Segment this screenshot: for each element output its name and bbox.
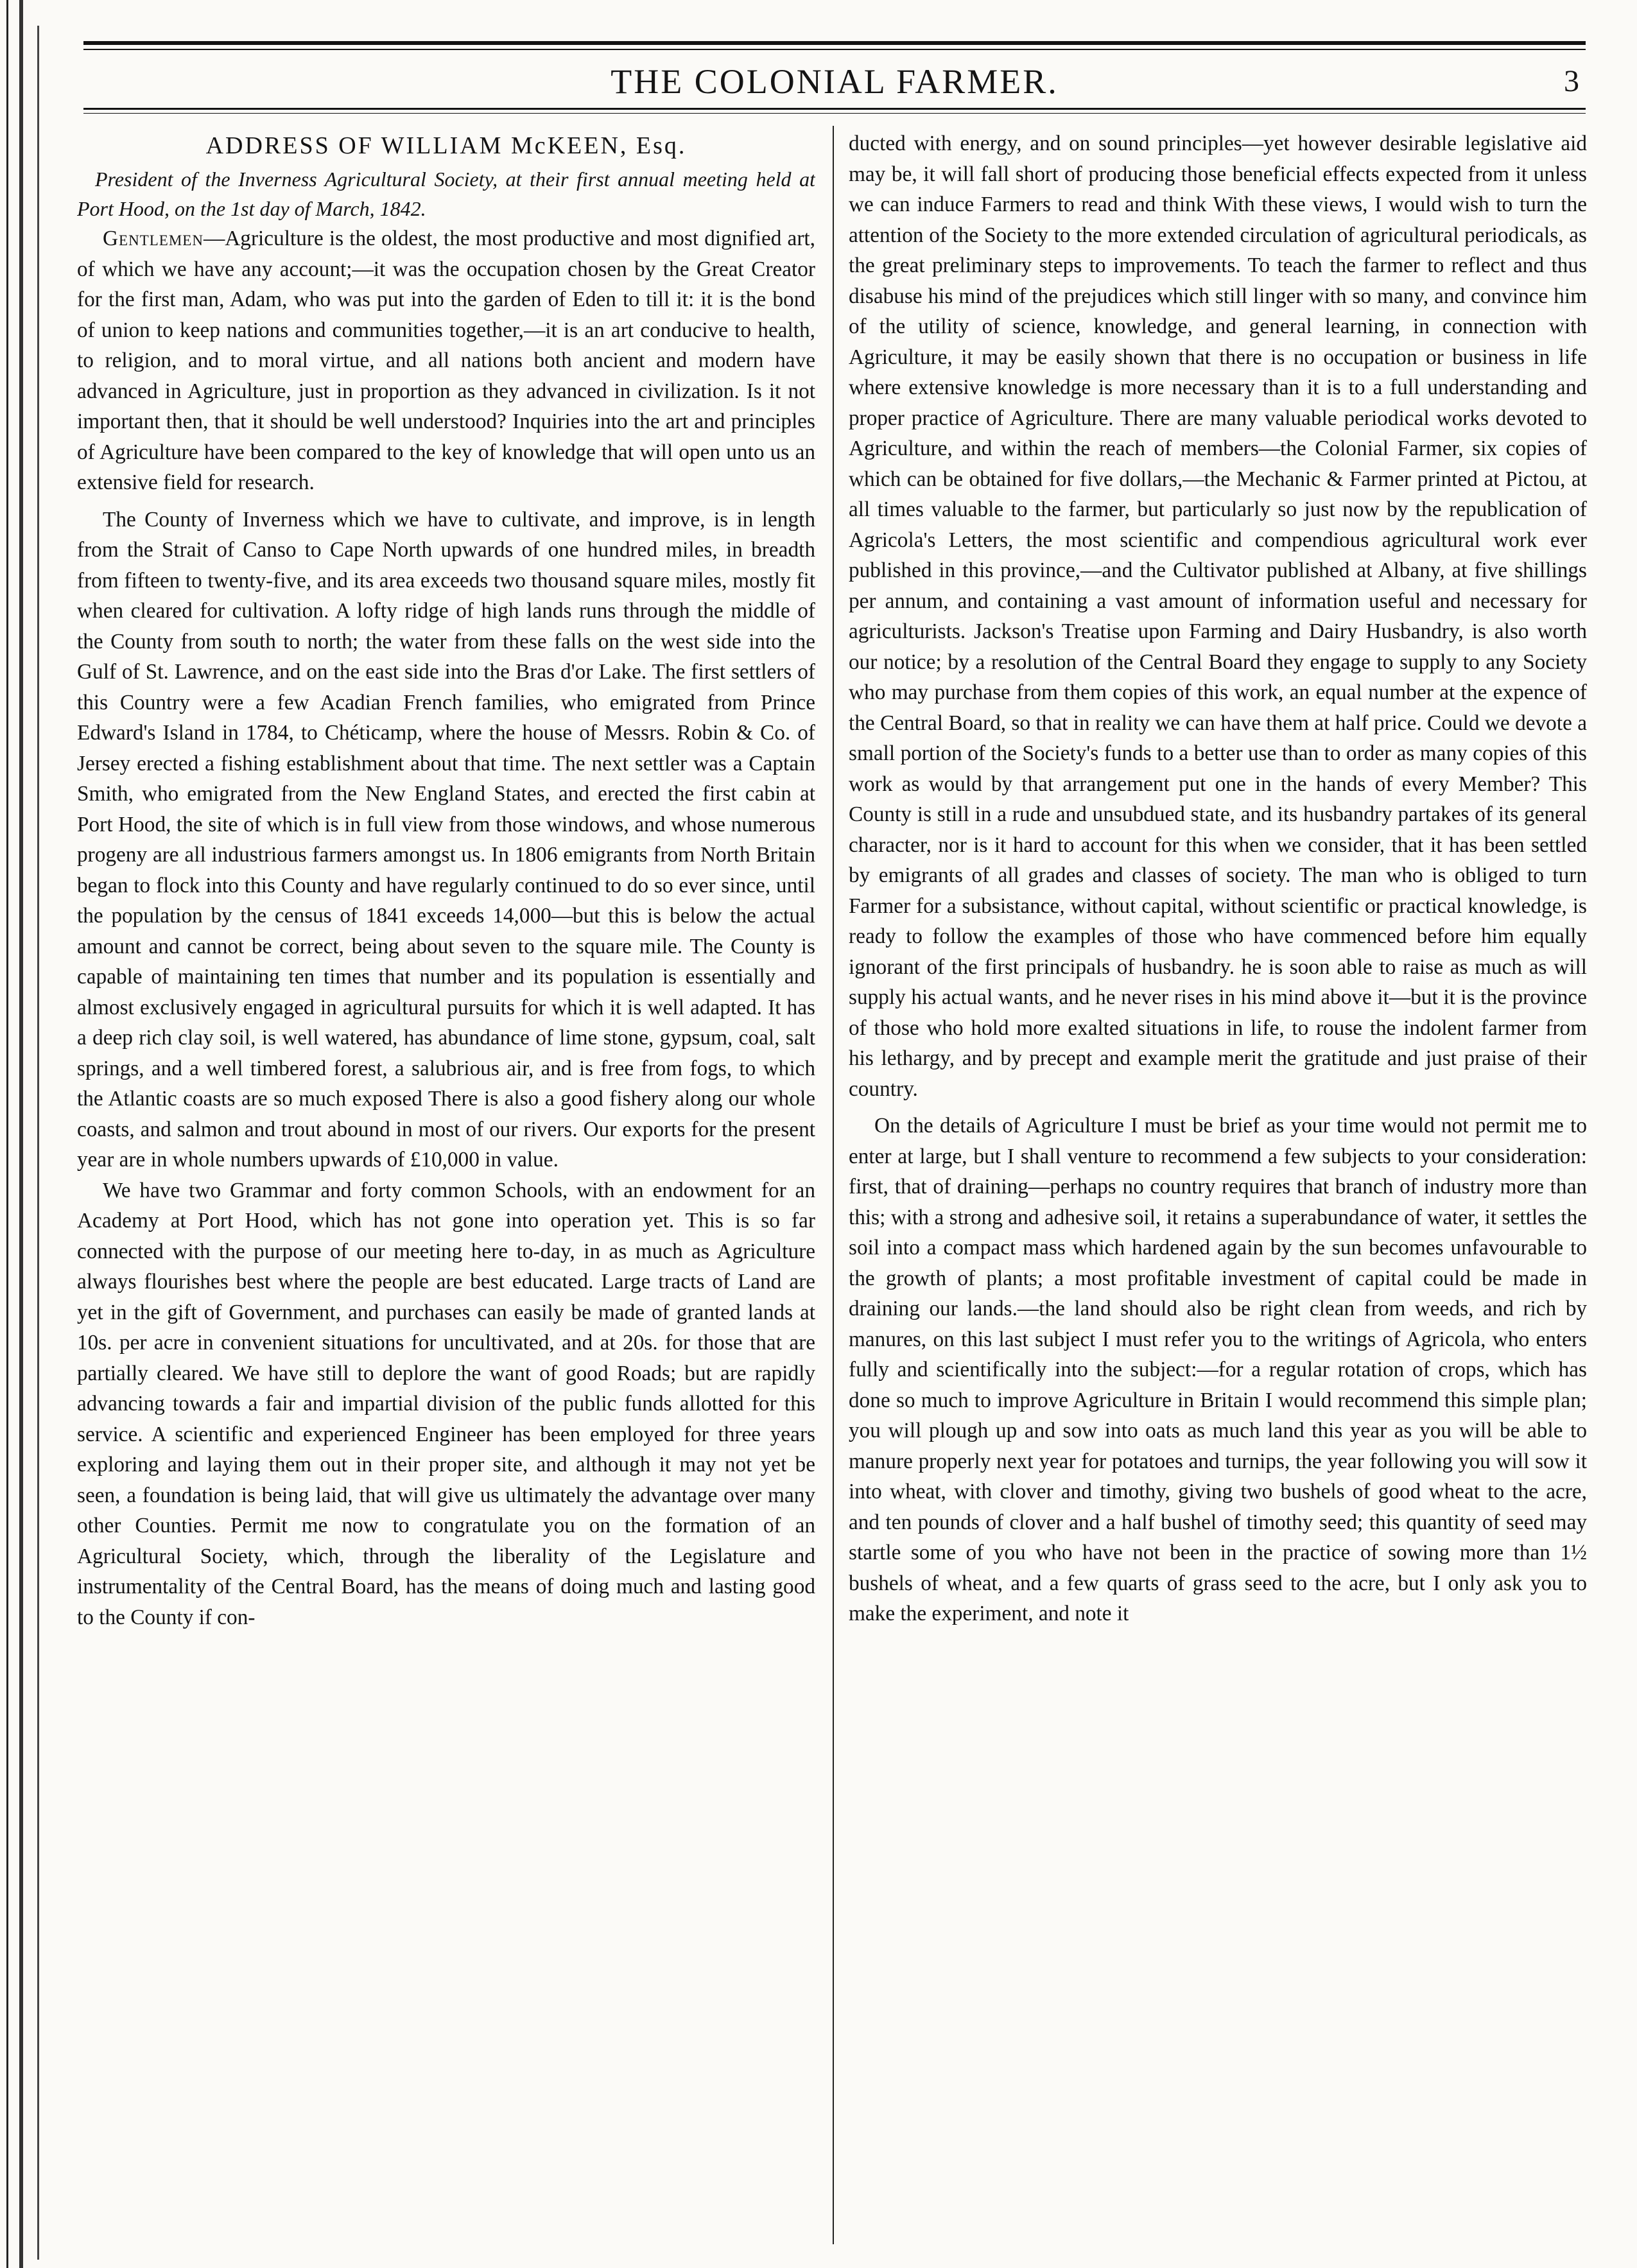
article-headline: ADDRESS OF WILLIAM McKEEN, Esq. bbox=[205, 132, 687, 159]
paragraph: ducted with energy, and on sound principles—yet however desirable legislative aid may be, it will fall short of producing those beneficial effects expected from it unless we can induce Farmers to read and think With these views, I would wish to turn the attention of the Society to the more extended circulation of agricultural periodicals, as the great preliminary steps to improvements. To teach the farmer to reflect and thus disabuse his mind of the prejudices which still linger with so many, and convince him of the utility of science, knowledge, and general learning, in connection with Agriculture, it may be easily shown that there is no occupation or business in life where extensive knowledge is more necessary than it is to a full understanding and proper practice of Agriculture. There are many valuable periodical works devoted to Agriculture, and within the reach of members—the Colonial Farmer, six copies of which can be obtained for five dollars,—the Mechanic & Farmer printed at Pictou, at all times valuable to the farmer, but particularly so just now by the republication of Agricola's Letters, the most scientific and compendious agricultural work ever published in this province,—and the Cultivator published at Albany, at five shillings per annum, and containing a vast amount of information useful and necessary for agriculturists. Jackson's Treatise upon Farming and Dairy Husbandry, is also worth our notice; by a resolution of the Central Board they engage to supply to any Society who may purchase from them copies of this work, an equal number at the expence of the Central Board, so that in reality we can have them at half price. Could we devote a small portion of the Society's funds to a better use than to order as many copies of this work as would by that arrangement put one in the hands of every Member? This County is still in a rude and unsubdued state, and its husbandry partakes of its general character, nor is it hard to account for this when we consider, that it has been settled by emigrants of all grades and classes of society. The man who is obliged to turn Farmer for a subsistance, without capital, without scientific or practical knowledge, is ready to follow the examples of those who have commenced before him equally ignorant of the first principals of husbandry. he is soon able to raise as much as will supply his actual wants, and he never rises in his mind above it—but it is the province of those who hold more exalted situations in life, to rouse the indolent farmer from his lethargy, and by precept and example merit the gratitude and just praise of their country. bbox=[849, 132, 1587, 1101]
binding-line bbox=[6, 0, 8, 2268]
paragraph bbox=[77, 223, 815, 498]
right-column bbox=[849, 128, 1587, 2247]
head-rule-thin bbox=[83, 113, 1586, 114]
paragraph-text: —Agriculture is the oldest, the most productive and most dignified art, of which we have any account;—it was the occupation chosen by the Great Creator for the first man, Adam, who was put into the garden of Eden to till it: it is the bond of union to keep nations and communities together,—it is an art conducive to health, to religion, and to moral virtue, and all nations both ancient and modern have advanced in Agriculture, just in proportion as they advanced in civilization. Is it not important then, that it should be well understood? Inquiries into the art and principles of Agriculture have been compared to the key of knowledge that will open unto us an extensive field for research. bbox=[77, 227, 815, 494]
article-subhead: President of the Inverness Agricultural Society, at their first annual meeting held at Port Hood, on the 1st day of March, 1842. bbox=[77, 168, 815, 220]
page-number: 3 bbox=[1564, 64, 1579, 98]
paragraph: We have two Grammar and forty common Schools, with an endowment for an Academy at Port Hood, which has not gone into operation yet. This is so far connected with the purpose of our meeting here to-day, in as much as Agriculture always flourishes best where the people are best educated. Large tracts of Land are yet in the gift of Government, and purchases can easily be made of granted lands at 10s. per acre in convenient situations for uncultivated, and at 20s. for those that are partially cleared. We have still to deplore the want of good Roads; but are rapidly advancing towards a fair and impartial division of the public funds allotted for this service. A scientific and experienced Engineer has been employed for three years exploring and laying them out in their proper site, and although it may not yet be seen, a foundation is being laid, that will give us ultimately the advantage over many other Counties. Permit me now to congratulate you on the formation of an Agricultural Society, which, through the liberality of the Legislature and instrumentality of the Central Board, has the means of doing much and lasting good to the County if con- bbox=[77, 1178, 815, 1629]
top-rule-thin bbox=[83, 49, 1586, 50]
masthead-title: THE COLONIAL FARMER. bbox=[611, 62, 1059, 101]
head-rule bbox=[83, 108, 1586, 110]
salutation: Gentlemen bbox=[103, 227, 204, 250]
top-rule bbox=[83, 41, 1586, 45]
left-column bbox=[77, 128, 815, 2247]
paragraph: The County of Inverness which we have to cultivate, and improve, is in length from the Strait of Canso to Cape North upwards of one hundred miles, in breadth from fifteen to twenty-five, and its area exceeds two thousand square miles, mostly fit when cleared for cultivation. A lofty ridge of high lands runs through the middle of the County from south to north; the water from these falls on the west side into the Gulf of St. Lawrence, and on the east side into the Bras d'or Lake. The first settlers of this Country were a few Acadian French families, who emigrated from Prince Edward's Island in 1784, to Chéticamp, where the house of Messrs. Robin & Co. of Jersey erected a fishing establishment about that time. The next settler was a Captain Smith, who emigrated from the New England States, and erected the first cabin at Port Hood, the site of which is in full view from those windows, and whose numerous progeny are all industrious farmers amongst us. In 1806 emigrants from North Britain began to flock into this County and have regularly continued to do so ever since, until the population by the census of 1841 exceeds 14,000—but this is below the actual amount and cannot be correct, being about seven to the square mile. The County is capable of maintaining ten times that number and its population is essentially and almost exclusively engaged in agricultural pursuits for which it is well adapted. It has a deep rich clay soil, is well watered, has abundance of lime stone, gypsum, coal, salt springs, and a well timbered forest, a salubrious air, and is free from fogs, to which the Atlantic coasts are so much exposed There is also a good fishery along our whole coasts, and salmon and trout abound in most of our rivers. Our exports for the present year are in whole numbers upwards of £10,000 in value. bbox=[77, 507, 815, 1172]
binding-line bbox=[19, 0, 23, 2268]
binding-gutter bbox=[0, 0, 39, 2268]
paragraph: On the details of Agriculture I must be brief as your time would not permit me to enter at large, but I shall venture to recommend a few subjects to your consideration: first, that of draining—perhaps no country requires that branch of industry more than this; with a strong and adhesive soil, it retains a superabundance of water, it settles the soil into a compact mass which hardened again by the sun becomes unfavourable to the growth of plants; a most profitable investment of capital could be made in draining our lands.—the land should also be right clean from weeds, and rich by manures, on this last subject I must refer you to the writings of Agricola, who enters fully and scientifically into the subject:—for a regular rotation of crops, which has done so much to improve Agriculture in Britain I would recommend this simple plan; you will plough up and sow into oats as much land this year as you will be able to manure properly next year for potatoes and turnips, the year following you will sow it into wheat, with clover and timothy, giving two bushels of good wheat to the acre, and ten pounds of clover and a half bushel of timothy seed; this quantity of seed may startle some of you who have not been in the practice of sowing more than 1½ bushels of wheat, and a few quarts of grass seed to the acre, but I only ask you to make the experiment, and note it bbox=[849, 1114, 1587, 1625]
binding-line bbox=[37, 26, 39, 2260]
running-head bbox=[83, 59, 1586, 104]
column-divider bbox=[833, 126, 834, 2244]
